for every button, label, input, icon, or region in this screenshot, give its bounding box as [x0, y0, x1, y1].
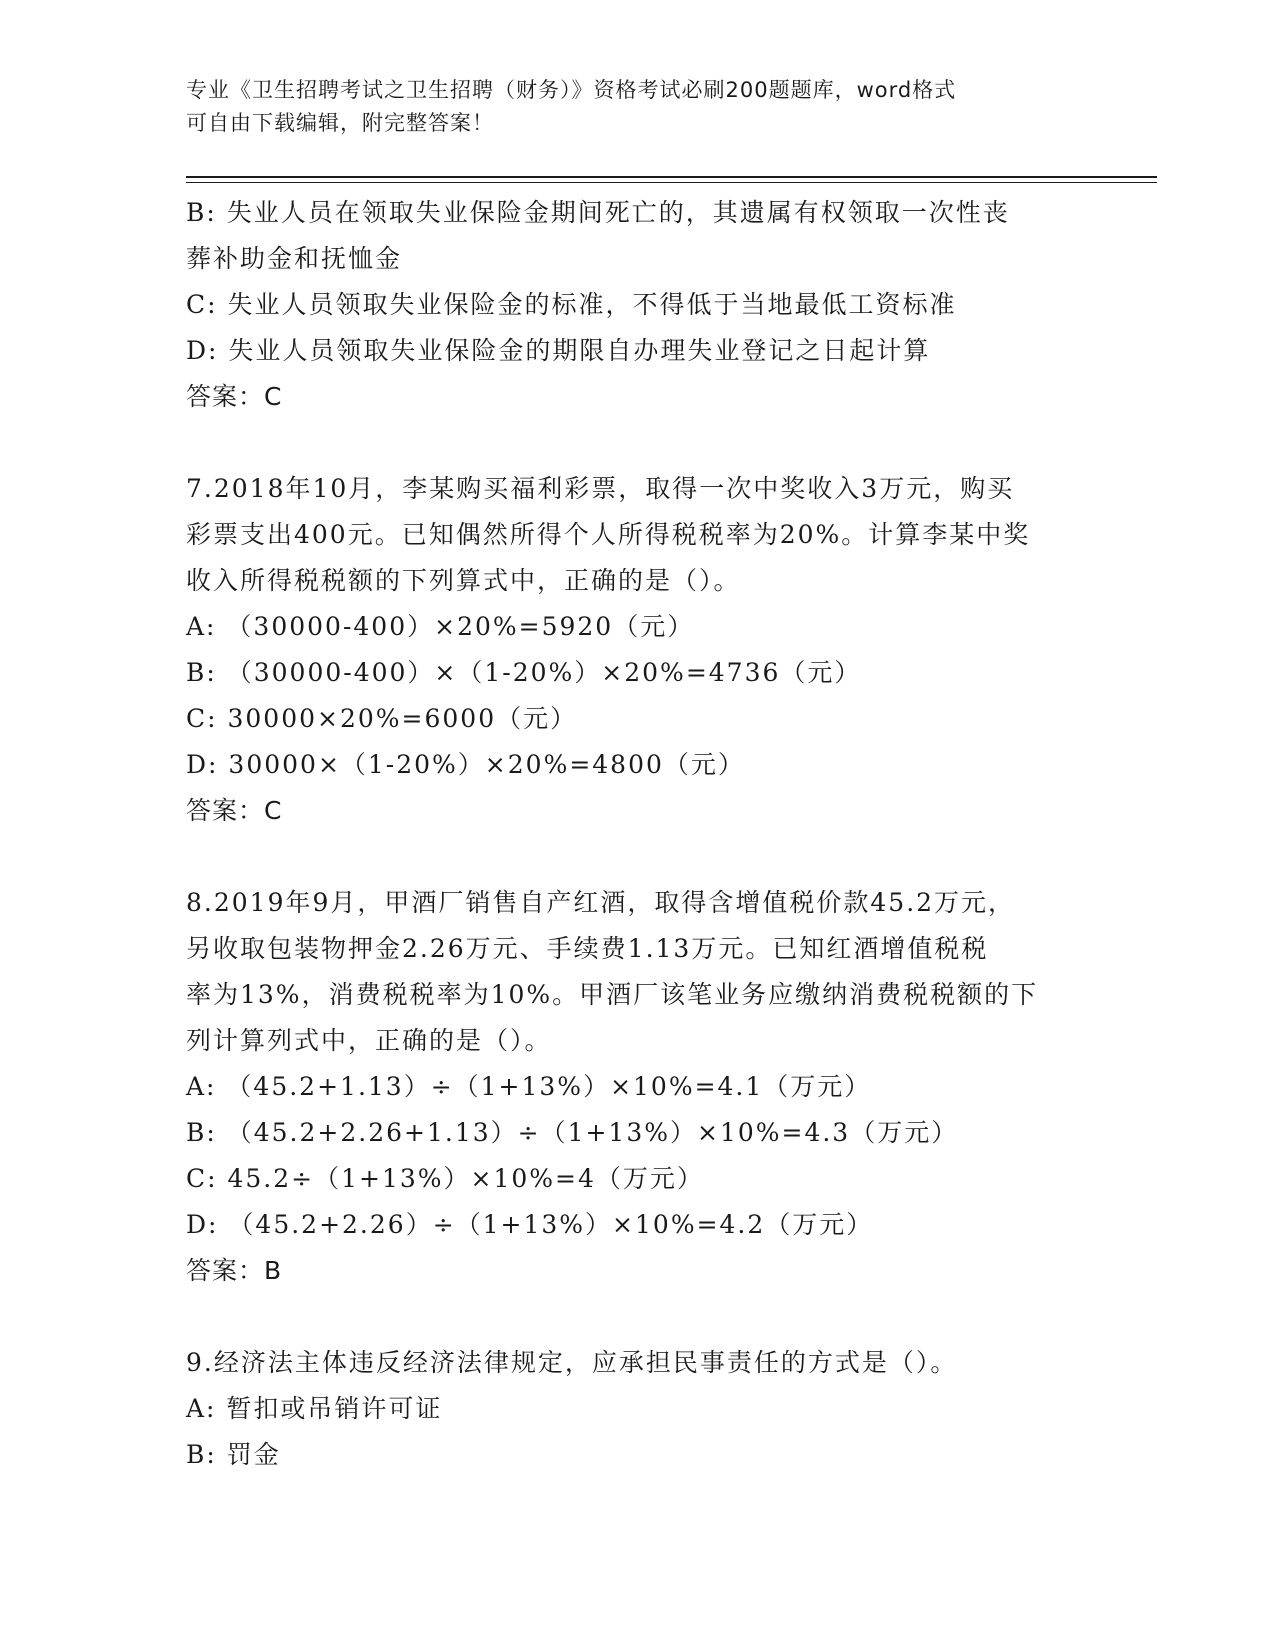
- question-8: [186, 880, 1086, 1294]
- q7-stem-line-2: 彩票支出400元。已知偶然所得个人所得税税率为20%。计算李某中奖: [186, 520, 1031, 549]
- q7-option-b: B: （30000-400）×（1-20%）×20%=4736（元）: [186, 658, 862, 687]
- question-6: [186, 190, 1086, 420]
- q6-option-d: D: 失业人员领取失业保险金的期限自办理失业登记之日起计算: [186, 336, 931, 365]
- q6-option-b-line-2: 葬补助金和抚恤金: [186, 244, 403, 273]
- q6-option-c: C: 失业人员领取失业保险金的标准，不得低于当地最低工资标准: [186, 290, 957, 319]
- q8-option-b: B: （45.2+2.26+1.13）÷（1+13%）×10%=4.3（万元）: [186, 1118, 959, 1147]
- q9-stem-line-1: 9.经济法主体违反经济法律规定，应承担民事责任的方式是（）。: [186, 1348, 958, 1377]
- q7-option-d: D: 30000×（1-20%）×20%=4800（元）: [186, 750, 745, 779]
- spacer: [186, 1294, 1086, 1340]
- q8-stem-line-1: 8.2019年9月，甲酒厂销售自产红酒，取得含增值税价款45.2万元，: [186, 888, 1016, 917]
- q8-option-c: C: 45.2÷（1+13%）×10%=4（万元）: [186, 1164, 704, 1193]
- question-7: [186, 466, 1086, 834]
- q9-option-a: A: 暂扣或吊销许可证: [186, 1394, 443, 1423]
- q8-option-d: D: （45.2+2.26）÷（1+13%）×10%=4.2（万元）: [186, 1210, 874, 1239]
- header-divider-thin: [186, 182, 1157, 183]
- q7-stem-line-3: 收入所得税税额的下列算式中，正确的是（）。: [186, 566, 741, 595]
- q7-option-a: A: （30000-400）×20%=5920（元）: [186, 612, 695, 641]
- q8-option-a: A: （45.2+1.13）÷（1+13%）×10%=4.1（万元）: [186, 1072, 872, 1101]
- header-line-2: 可自由下载编辑，附完整答案！: [186, 111, 494, 135]
- q8-answer: 答案：B: [186, 1256, 283, 1285]
- q7-stem-line-1: 7.2018年10月，李某购买福利彩票，取得一次中奖收入3万元，购买: [186, 474, 1015, 503]
- q9-option-b: B: 罚金: [186, 1440, 281, 1469]
- spacer: [186, 420, 1086, 466]
- spacer: [186, 834, 1086, 880]
- q8-stem-line-2: 另收取包装物押金2.26万元、手续费1.13万元。已知红酒增值税税: [186, 934, 989, 963]
- q8-stem-line-3: 率为13%，消费税税率为10%。甲酒厂该笔业务应缴纳消费税税额的下: [186, 980, 1039, 1009]
- q8-stem-line-4: 列计算列式中，正确的是（）。: [186, 1026, 552, 1055]
- page-header: [186, 74, 1066, 140]
- document-body: [186, 190, 1086, 1478]
- header-divider-thick: [186, 176, 1157, 178]
- header-line-1: 专业《卫生招聘考试之卫生招聘（财务）》资格考试必刷200题题库，word格式: [186, 78, 957, 102]
- q7-answer: 答案：C: [186, 796, 283, 825]
- q6-answer: 答案：C: [186, 382, 283, 411]
- question-9: [186, 1340, 1086, 1478]
- q6-option-b-line-1: B: 失业人员在领取失业保险金期间死亡的，其遗属有权领取一次性丧: [186, 198, 1010, 227]
- q7-option-c: C: 30000×20%=6000（元）: [186, 704, 578, 733]
